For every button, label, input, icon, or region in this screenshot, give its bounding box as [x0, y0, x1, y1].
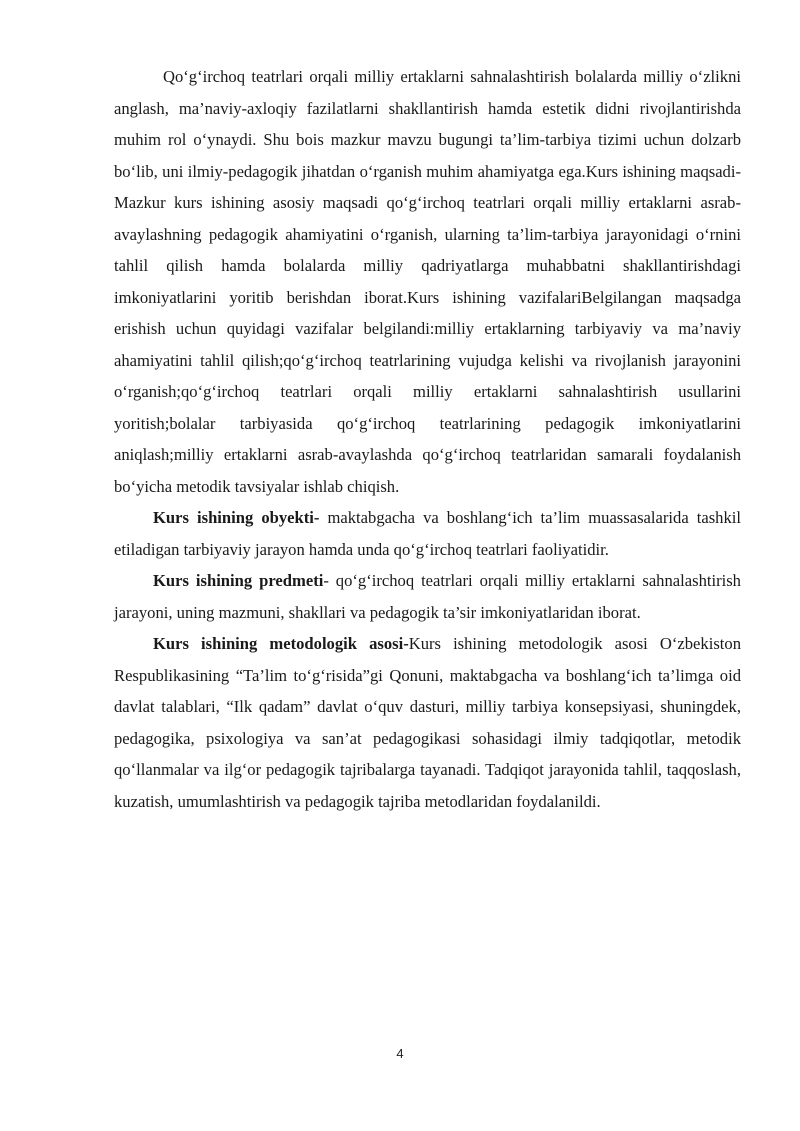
object-paragraph: [114, 502, 741, 565]
subject-text: - qo‘g‘irchoq teatrlari orqali milliy ertaklarni sahnalashtirish jarayoni, uning mazmuni, shakllari va pedagogik ta’sir imkoniyatlaridan iborat.: [114, 571, 741, 622]
intro-paragraph: [114, 61, 741, 502]
page-body: [114, 61, 741, 817]
page-number: 4: [396, 1046, 404, 1061]
subject-paragraph: [114, 565, 741, 628]
methodology-text: Kurs ishining metodologik asosi O‘zbekiston Respublikasining “Ta’lim to‘g‘risida”gi Qonuni, maktabgacha va boshlang‘ich ta’limga oid davlat talablari, “Ilk qadam” davlat o‘quv dasturi, milliy tarbiya konsepsiyasi, shuningdek, pedagogika, psixologiya va san’at pedagogikasi sohasidagi ilmiy tadqiqotlar, metodik qo‘llanmalar va ilg‘or pedagogik tajribalarga tayanadi. Tadqiqot jarayonida tahlil, taqqoslash, kuzatish, umumlashtirish va pedagogik tajriba metodlaridan foydalanildi.: [114, 634, 741, 811]
methodology-paragraph: [114, 628, 741, 817]
methodology-term: Kurs ishining metodologik asosi-: [153, 634, 409, 653]
subject-term: Kurs ishining predmeti: [153, 571, 324, 590]
object-term: Kurs ishining obyekti-: [153, 508, 320, 527]
intro-text: Qo‘g‘irchoq teatrlari orqali milliy ertaklarni sahnalashtirish bolalarda milliy o‘zlikni anglash, ma’naviy-axloqiy fazilatlarni shakllantirish hamda estetik didni rivojlantirishda muhim rol o‘ynaydi. Shu bois mazkur mavzu bugungi ta’lim-tarbiya tizimi uchun dolzarb bo‘lib, uni ilmiy-pedagogik jihatdan o‘rganish muhim ahamiyatga ega.Kurs ishining maqsadi-Mazkur kurs ishining asosiy maqsadi qo‘g‘irchoq teatrlari orqali milliy ertaklarni asrab-avaylashning pedagogik ahamiyatini o‘rganish, ularning ta’lim-tarbiya jarayonidagi o‘rnini tahlil qilish hamda bolalarda milliy qadriyatlarga muhabbatni shakllantirishdagi imkoniyatlarini yoritib berishdan iborat.Kurs ishining vazifalariBelgilangan maqsadga erishish uchun quyidagi vazifalar belgilandi:milliy ertaklarning tarbiyaviy va ma’naviy ahamiyatini tahlil qilish;qo‘g‘irchoq teatrlarining vujudga kelishi va rivojlanish jarayonini o‘rganish;qo‘g‘irchoq teatrlari orqali milliy ertaklarni sahnalashtirish usullarini yoritish;bolalar tarbiyasida qo‘g‘irchoq teatrlarining pedagogik imkoniyatlarini aniqlash;milliy ertaklarni asrab-avaylashda qo‘g‘irchoq teatrlaridan samarali foydalanish bo‘yicha metodik tavsiyalar ishlab chiqish.: [114, 67, 741, 496]
object-text: maktabgacha va boshlang‘ich ta’lim muassasalarida tashkil etiladigan tarbiyaviy jarayon hamda unda qo‘g‘irchoq teatrlari faoliyatidir.: [114, 508, 741, 559]
